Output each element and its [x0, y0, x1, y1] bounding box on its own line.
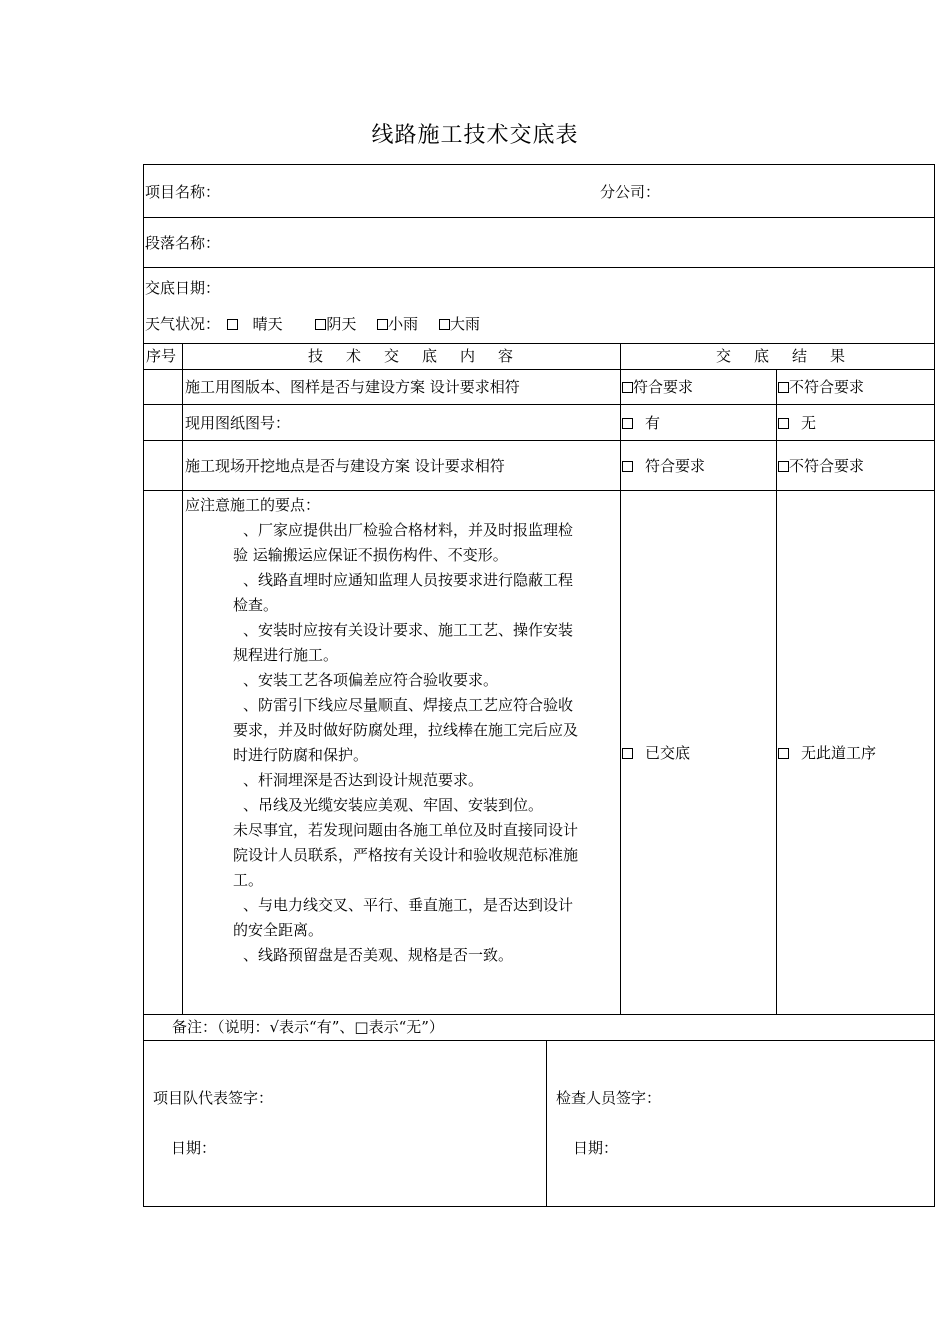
note-line: 、线路直埋时应通知监理人员按要求进行隐蔽工程	[243, 571, 574, 589]
note-line: 、安装时应按有关设计要求、施工工艺、操作安装	[243, 621, 574, 639]
checkbox-light-rain[interactable]	[377, 319, 388, 330]
column-divider	[182, 343, 183, 1014]
note-line: 工。	[233, 871, 264, 889]
checkbox-row-1-b[interactable]	[778, 382, 789, 393]
note-line: 验 运输搬运应保证不损伤构件、不变形。	[233, 546, 508, 564]
team-rep-signature-label: 项目队代表签字：	[153, 1089, 274, 1107]
row-1-result-b: 不符合要求	[778, 375, 864, 400]
checkbox-row-3-a[interactable]	[622, 461, 633, 472]
col-content-header: 技 术 交 底 内 容	[308, 347, 518, 365]
weather-option-cloudy: 阴天	[326, 315, 357, 333]
divider	[143, 404, 935, 405]
notes-block	[185, 493, 625, 968]
remark: 备注：（说明：√表示“有”、□表示“无”）	[172, 1018, 444, 1036]
weather-option-light-rain: 小雨	[388, 315, 419, 333]
note-line: 、杆洞埋深是否达到设计规范要求。	[243, 771, 484, 789]
weather-option-sunny: 晴天	[252, 315, 283, 333]
note-line: 、线路预留盘是否美观、规格是否一致。	[243, 946, 514, 964]
notes-heading: 应注意施工的要点：	[185, 496, 321, 514]
branch-label: 分公司：	[600, 183, 661, 201]
project-name-label: 项目名称：	[145, 183, 221, 201]
divider	[143, 267, 935, 268]
row-1-result-a: 符合要求	[622, 375, 693, 400]
checkbox-sunny[interactable]	[227, 319, 238, 330]
note-line: 、吊线及光缆安装应美观、牢固、安装到位。	[243, 796, 544, 814]
row-3-result-a: 符合要求	[622, 454, 705, 479]
checkbox-notes-b[interactable]	[778, 748, 789, 759]
note-line: 的安全距离。	[233, 921, 324, 939]
row-1-content: 施工用图版本、图样是否与建设方案 设计要求相符	[185, 378, 520, 396]
row-2-result-a: 有	[622, 411, 660, 436]
row-3-result-b: 不符合要求	[778, 454, 864, 479]
checkbox-row-2-b[interactable]	[778, 418, 789, 429]
row-3-content: 施工现场开挖地点是否与建设方案 设计要求相符	[185, 457, 505, 475]
date-label: 交底日期：	[145, 279, 221, 297]
column-divider	[546, 1040, 547, 1207]
divider	[143, 1040, 935, 1041]
signature-date-left: 日期：	[171, 1139, 217, 1157]
note-line: 、防雷引下线应尽量顺直、焊接点工艺应符合验收	[243, 696, 574, 714]
signature-date-right: 日期：	[573, 1139, 619, 1157]
checkbox-cloudy[interactable]	[315, 319, 326, 330]
divider	[143, 490, 935, 491]
checkbox-row-1-a[interactable]	[622, 382, 633, 393]
notes-result-a: 已交底	[622, 741, 690, 766]
col-result-header: 交 底 结 果	[716, 347, 850, 365]
notes-result-b: 无此道工序	[778, 741, 876, 766]
section-name-label: 段落名称：	[145, 234, 221, 252]
divider	[143, 440, 935, 441]
note-line: 检查。	[233, 596, 279, 614]
divider	[143, 217, 935, 218]
note-line: 时进行防腐和保护。	[233, 746, 369, 764]
column-divider	[776, 369, 777, 1014]
inspector-signature-label: 检查人员签字：	[556, 1089, 662, 1107]
row-2-content: 现用图纸图号：	[185, 414, 291, 432]
weather-label: 天气状况：	[145, 315, 221, 333]
checkbox-row-3-b[interactable]	[778, 461, 789, 472]
row-2-result-b: 无	[778, 411, 816, 436]
weather-option-heavy-rain: 大雨	[449, 315, 480, 333]
note-line: 未尽事宜，若发现问题由各施工单位及时直接同设计	[233, 821, 579, 839]
divider	[143, 369, 935, 370]
col-seq-header: 序号	[146, 347, 177, 365]
note-line: 、安装工艺各项偏差应符合验收要求。	[243, 671, 499, 689]
weather-row	[145, 312, 480, 337]
page-title: 线路施工技术交底表	[371, 123, 579, 148]
note-line: 、与电力线交叉、平行、垂直施工，是否达到设计	[243, 896, 574, 914]
checkbox-heavy-rain[interactable]	[439, 319, 450, 330]
note-line: 要求，并及时做好防腐处理，拉线棒在施工完后应及	[233, 721, 579, 739]
checkbox-notes-a[interactable]	[622, 748, 633, 759]
note-line: 院设计人员联系，严格按有关设计和验收规范标准施	[233, 846, 579, 864]
note-line: 规程进行施工。	[233, 646, 339, 664]
checkbox-row-2-a[interactable]	[622, 418, 633, 429]
note-line: 、厂家应提供出厂检验合格材料，并及时报监理检	[243, 521, 574, 539]
